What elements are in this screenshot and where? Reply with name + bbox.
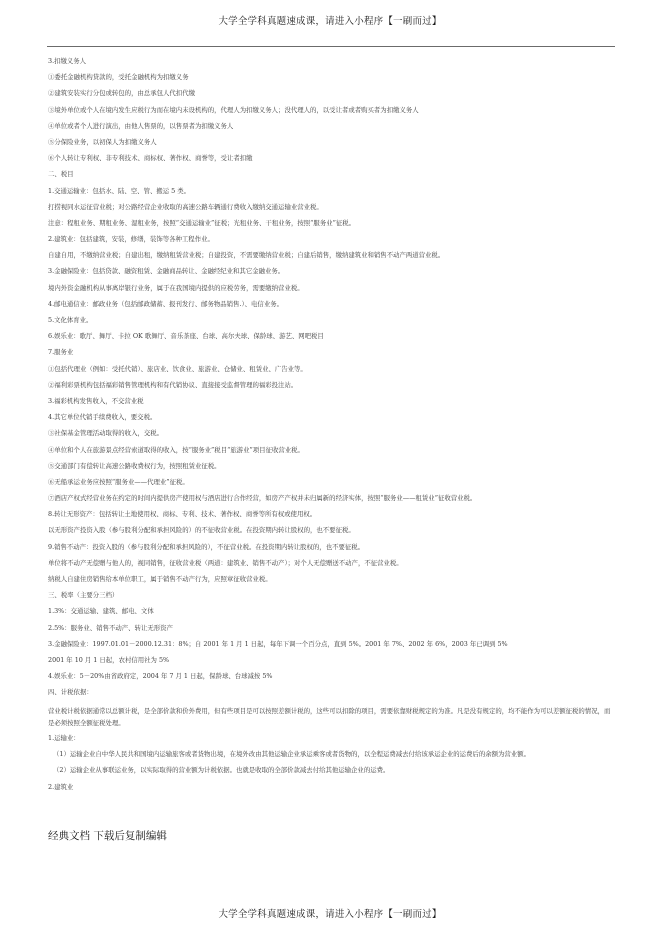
text-line: 4.邮电通信业：邮政业务（包括邮政储蓄、报刊发行、邮务物品销售.）、电信业务。 [48,299,283,308]
text-line: 3.金融保险业：1997.01.01－2000.12.31：8%；自 2001 年 1 月 1 日起，每年下调一个百分点，直到 5%。2001 年 7%、2002 年 6%，2003 年已调到 5% [48,639,508,648]
text-line: 打捞视同水运征营业税；对公路经营企业收取的高速公路车辆通行费收入缴纳交通运输业营业税。 [48,202,323,211]
text-line: 3.扣缴义务人 [48,57,87,65]
text-line: 1.3%：交通运输、建筑、邮电、文体 [48,607,154,616]
text-line: 2.建筑业：包括建筑，安装，修缮，装饰等各种工程作业。 [48,235,214,244]
text-line: ①委托金融机构贷款的，受托金融机构为扣缴义务 [48,73,189,82]
text-line: ②建筑安装实行分包或转包的，由总承包人代扣代缴 [48,89,195,98]
text-line: ⑦酒店产权式经营业务在约定的时间内提供房产使用权与酒店进行合作经营，如房产产权并未归属新的经济实体，按照“服务业——租赁业”征收营业税。 [48,494,477,503]
page-header: 大学全学科真题速成课，请进入小程序【一刷而过】 [218,16,442,27]
section-heading: 三、税率（主要分三档） [48,591,119,600]
header-divider [47,46,615,47]
document-body [48,57,616,799]
text-line: 4.其它单位代销手续费收入，要交税。 [48,413,157,422]
text-line: ③社保基金管理活动取得的收入，交税。 [48,429,164,438]
page-footer: 大学全学科真题速成课，请进入小程序【一刷而过】 [218,909,442,920]
text-line: 9.销售不动产：投资入股的（参与股利分配和承担风险的），不征营业税。在投资期内转让股权的，也不要征税。 [48,542,365,551]
text-line: ②福利彩票机构包括福彩销售管理机构和有代销协议、直接接受监督管理的福彩投注站。 [48,380,298,389]
text-line: ⑥无船承运业务应按照“服务业——代理业”征税。 [48,477,189,486]
text-line: 2.建筑业 [48,782,74,791]
text-line: 2001 年 10 月 1 日起，农村信用社为 5% [48,655,170,664]
text-line: ⑥个人转让专利权、非专利技术、商标权、著作权、商誉等，受让者扣缴 [48,154,253,163]
text-line: ③境外单位或个人在境内发生应税行为而在境内未设机构的，代理人为扣缴义务人；没代理人的，以受让者或者购买者为扣缴义务人 [48,105,419,114]
text-line: 单位将不动产无偿赠与他人的，视同销售，征收营业税（两道：建筑业、销售不动产）；对个人无偿赠送不动产，不征营业税。 [48,558,403,567]
text-line: ⑤交通部门有偿转让高速公路收费权行为，按照租赁业征税。 [48,461,221,470]
text-line: 5.文化体育业。 [48,316,93,324]
download-note: 经典文档 下载后复制编辑 [48,830,167,842]
section-heading: 二、税目 [48,170,74,179]
text-line: （1）运输企业自中华人民共和国境内运输旅客或者货物出境，在境外改由其他运输企业承运乘客或者货物的，以全程运费减去付给该承运企业的运费后的余额为营业额。 [53,750,530,759]
text-paragraph: 营业税计税依据通常以总额计税，是全部价款和价外费用，但有些项目是可以按照差额计税的，这些可以扣除的项目，需要依靠财税规定的为准。凡是没有规定的，均不能作为可以差额征税的情况，而是必须按照全额征税处理。 [48,706,611,727]
text-line: 纳税人自建住房销售给本单位职工，属于销售不动产行为，应照章征收营业税。 [48,575,272,583]
text-line: ④单位和个人在旅游景点经营索道取得的收入，按“服务业”税目“旅游业”项目征收营业税。 [48,445,304,454]
text-line: 3.金融保险业：包括贷款、融资租赁、金融商品转让、金融经纪业和其它金融业务。 [48,267,285,276]
section-heading: 四、计税依据： [48,688,93,697]
text-line: 注意：程租业务、期租业务、湿租业务，按照“交通运输业”征税；光租业务、干租业务，按照“服务业”征税。 [48,218,356,227]
text-line: 2.5%：服务业、销售不动产、转让无形资产 [48,623,173,632]
text-line: 境内外资金融机构从事离岸银行业务，属于在我国境内提供的应税劳务，需要缴纳营业税。 [48,283,304,292]
text-line: ①包括代理业（例如：受托代销）、旅店业、饮食业、旅游业、仓储业、租赁业、广告业等。 [48,364,307,373]
text-line: 以无形资产投资入股（参与股利分配和承担风险的）的不征收营业税。在投资期内转让股权的，也不要征税。 [48,526,355,535]
text-line: 6.娱乐业：歌厅、舞厅、卡拉 OK 歌舞厅、音乐茶座、台球、高尔夫球、保龄球、游艺、网吧税目 [48,332,324,341]
text-line: 3.福彩机构发售收入，不交营业税 [48,396,144,405]
text-line: ⑤分保险业务，以初保人为扣缴义务人 [48,137,157,146]
text-line: 4.娱乐业：5－20%由省政府定，2004 年 7 月 1 日起，保龄球、台球减按 5% [48,672,273,681]
text-line: 7.服务业 [48,348,74,357]
text-line: 8.转让无形资产：包括转让土地使用权、商标、专利、技术、著作权、商誉等所有权或使用权。 [48,510,317,519]
text-line: （2）运输企业从事联运业务，以实际取得的营业额为计税依据。也就是收取的全部价款减去付给其他运输企业的运费。 [53,766,390,775]
text-line: 1.运输业： [48,734,80,742]
text-line: 1.交通运输业：包括水、陆、空、管、搬运 5 类。 [48,186,191,195]
text-line: 自建自用，不缴纳营业税；自建出租，缴纳租赁营业税；自建投资，不需要缴纳营业税；自建后销售，缴纳建筑业和销售不动产两道营业税。 [48,251,445,260]
text-line: ④单位或者个人进行演出，由他人售票的，以售票者为扣缴义务人 [48,121,234,130]
